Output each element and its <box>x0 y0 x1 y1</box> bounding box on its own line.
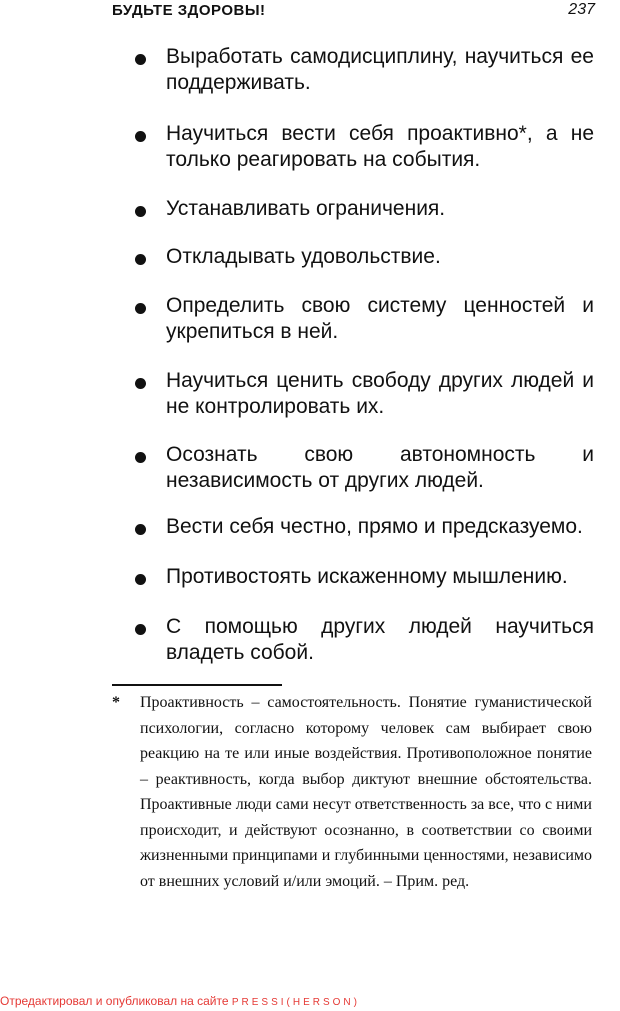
list-item-text: Выработать самодисциплину, научиться ее поддерживать. <box>166 45 594 94</box>
list-item-text: Научиться вести себя проактивно*, а не только реагировать на события. <box>166 122 594 171</box>
bullet-icon <box>135 303 146 314</box>
bullet-icon <box>135 452 146 463</box>
bullet-icon <box>135 131 146 142</box>
bullet-icon <box>135 624 146 635</box>
list-item <box>138 442 594 494</box>
bullet-icon <box>135 206 146 217</box>
footnote-divider <box>112 684 282 686</box>
page-number: 237 <box>568 1 595 18</box>
list-item <box>138 564 594 590</box>
list-item <box>138 368 594 420</box>
list-item <box>138 244 594 270</box>
list-item <box>138 514 594 540</box>
publisher-watermark <box>0 994 360 1008</box>
bullet-icon <box>135 524 146 535</box>
footnote <box>112 690 592 894</box>
running-head: БУДЬТЕ ЗДОРОВЫ! <box>112 2 266 19</box>
bullet-icon <box>135 254 146 265</box>
list-item <box>138 121 594 173</box>
list-item-text: Научиться ценить свободу других людей и не контролировать их. <box>166 369 594 418</box>
bullet-icon <box>135 574 146 585</box>
bullet-icon <box>135 54 146 65</box>
list-item-text: Откладывать удовольствие. <box>166 245 441 268</box>
list-item-text: Вести себя честно, прямо и предсказуемо. <box>166 515 583 538</box>
bullet-icon <box>135 378 146 389</box>
footnote-text: Проактивность – самостоятельность. Понятие гуманистической психологии, согласно которому человек сам выбирает свою реакцию на те или иные воздействия. Противоположное понятие – реактивность, когда выбор диктуют внешние обстоятельства. Проактивные люди сами несут ответственность за все, что с ними происходит, и действуют осознанно, в соответствии со своими жизненными принципами и глубинными ценностями, независимо от внешних условий и/или эмоций. – Прим. ред. <box>140 694 592 890</box>
list-item <box>138 293 594 345</box>
list-item-text: Определить свою систему ценностей и укрепиться в ней. <box>166 294 594 343</box>
list-item <box>138 196 594 222</box>
list-item-text: Осознать свою автономность и независимость от других людей. <box>166 443 594 492</box>
publisher-note-text: Отредактировал и опубликовал на сайте <box>0 994 229 1008</box>
list-item-text: Устанавливать ограничения. <box>166 197 446 220</box>
list-item <box>138 44 594 96</box>
footnote-marker: * <box>112 694 120 711</box>
publisher-brand: PRESSI(HERSON) <box>231 997 360 1008</box>
list-item <box>138 614 594 666</box>
list-item-text: С помощью других людей научиться владеть собой. <box>166 615 594 664</box>
list-item-text: Противостоять искаженному мышлению. <box>166 565 568 588</box>
